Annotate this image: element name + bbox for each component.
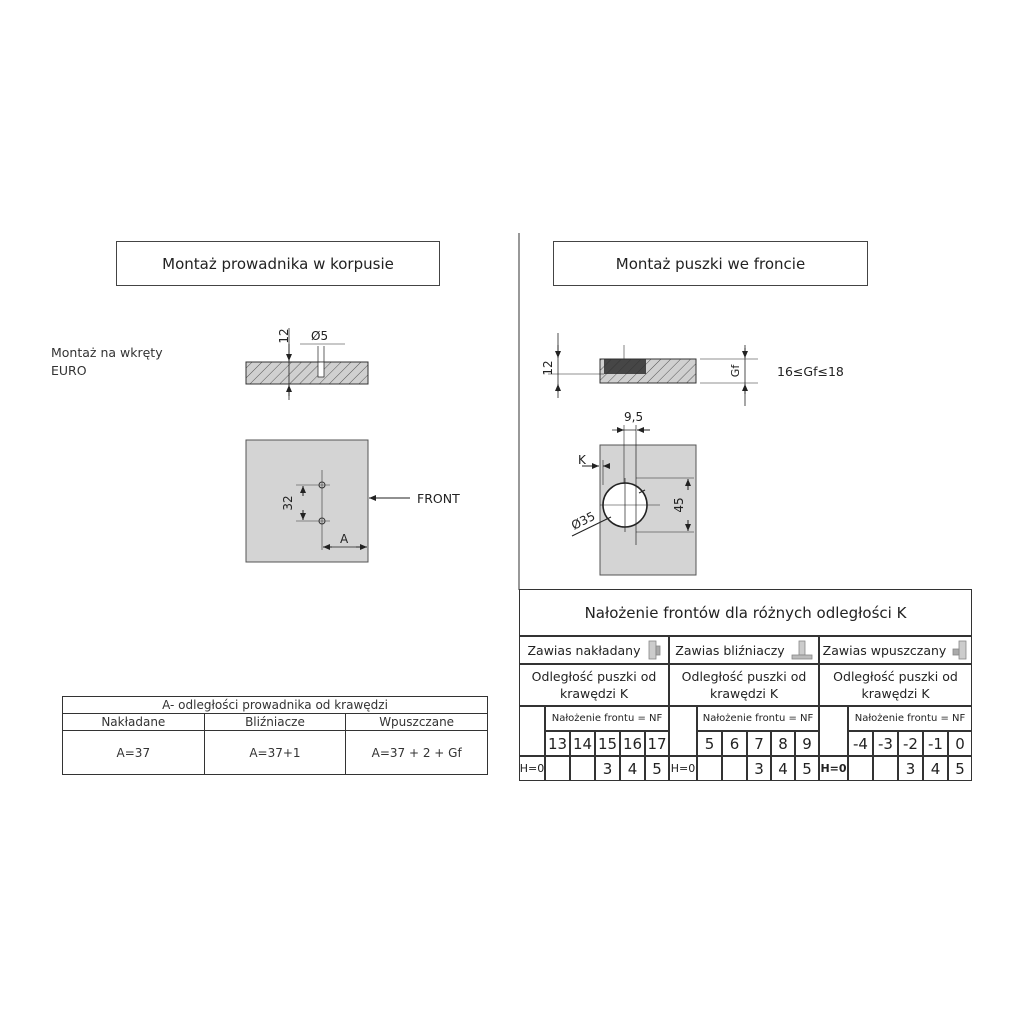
group-spacer-cell [519,706,545,756]
row-label-cell [669,756,697,781]
nf-value-cell: 5 [948,756,972,781]
nf-label-cell [697,706,819,731]
group-spacer-cell [669,706,697,756]
nf-value-cell [697,756,722,781]
row-label-cell [819,756,848,781]
k-value-cell: -1 [923,731,948,756]
group-subtitle-cell [819,664,972,706]
k-value-cell: 5 [697,731,722,756]
group-header-inset [819,636,972,664]
nf-value-cell: 3 [747,756,771,781]
overlay-table-title: Nałożenie frontów dla różnych odległości K [584,603,907,622]
row-label-cell [519,756,545,781]
group-spacer-cell [819,706,848,756]
nf-label-cell [545,706,669,731]
right-section-title [553,241,868,286]
group-name: Zawias wpuszczany [822,642,947,658]
nf-label: Nałożenie frontu = NF [551,713,663,724]
group-name: Zawias bliźniaczy [675,642,785,658]
group-subtitle-cell [669,664,819,706]
nf-value-cell: 5 [795,756,819,781]
dim-offset: 9,5 [624,410,644,424]
edge-distance-table [62,696,488,775]
k-value-cell: 6 [722,731,747,756]
nf-value-cell [545,756,570,781]
row-label: H=0 [670,762,696,775]
nf-value-cell [722,756,747,781]
edge-table-header: Wpuszczane [346,714,488,731]
nf-value-cell [873,756,898,781]
k-value-cell: 15 [595,731,620,756]
dim-thickness-left: 12 [277,328,291,344]
k-value-cell: 16 [620,731,645,756]
overlay-table [519,589,972,781]
group-subtitle-line1: Odległość puszki od [531,669,657,684]
group-name: Zawias nakładany [527,642,641,658]
inset-hinge-icon [952,640,968,660]
dim-hole-dia: Ø5 [311,329,329,343]
nf-value-cell: 4 [771,756,795,781]
group-subtitle-line2: krawędzi K [559,686,629,701]
dim-thickness-right: 12 [541,360,555,376]
k-value-cell: 8 [771,731,795,756]
group-header-overlay [519,636,669,664]
edge-table-header: Nakładane [63,714,205,731]
dim-k: K [578,453,586,467]
edge-table-value: A=37 + 2 + Gf [346,731,488,775]
group-subtitle-line1: Odległość puszki od [833,669,958,684]
k-value-cell: -2 [898,731,923,756]
mount-note [51,344,163,380]
nf-value-cell: 3 [898,756,923,781]
dim-spacing: 32 [281,495,295,511]
k-value-cell: 7 [747,731,771,756]
edge-table-header: Bliźniacze [204,714,346,731]
k-value-cell: 14 [570,731,595,756]
dim-height: 45 [672,497,686,513]
k-value-cell: 17 [645,731,669,756]
mount-note-line2: EURO [51,363,87,378]
nf-value-cell: 5 [645,756,669,781]
edge-table-value: A=37+1 [204,731,346,775]
group-subtitle-cell [519,664,669,706]
row-label: H=0 [820,762,847,775]
edge-table-value: A=37 [63,731,205,775]
group-subtitle-line1: Odległość puszki od [681,669,807,684]
nf-label: Nałożenie frontu = NF [854,713,966,724]
k-value-cell: 9 [795,731,819,756]
k-value-cell: -3 [873,731,898,756]
nf-value-cell [848,756,873,781]
mount-note-line1: Montaż na wkręty [51,345,163,360]
edge-table-title: A- odległości prowadnika od krawędzi [63,697,488,714]
k-value-cell: 13 [545,731,570,756]
dim-cup-dia: Ø35 [569,508,598,533]
nf-value-cell: 4 [923,756,948,781]
nf-value-cell: 4 [620,756,645,781]
left-section-title [116,241,440,286]
nf-label-cell [848,706,972,731]
right-title-text: Montaż puszki we froncie [615,254,806,273]
k-value-cell: -4 [848,731,873,756]
k-value-cell: 0 [948,731,972,756]
group-subtitle-line2: krawędzi K [709,686,779,701]
body-section-drawing [246,328,368,400]
body-plan-drawing [246,440,460,562]
dim-gf-range: 16≤Gf≤18 [777,364,844,379]
overlay-hinge-icon [647,640,661,660]
front-section-drawing [541,333,844,406]
overlay-table-title-cell [519,589,972,636]
twin-hinge-icon [791,640,813,660]
group-header-twin [669,636,819,664]
dim-gf: Gf [729,364,742,378]
nf-value-cell [570,756,595,781]
group-subtitle-line2: krawędzi K [861,686,930,701]
nf-label: Nałożenie frontu = NF [702,713,814,724]
left-title-text: Montaż prowadnika w korpusie [162,254,394,273]
dim-edge-a: A [340,532,349,546]
front-label: FRONT [417,491,460,506]
front-plan-drawing [569,410,696,575]
row-label: H=0 [519,762,545,775]
nf-value-cell: 3 [595,756,620,781]
